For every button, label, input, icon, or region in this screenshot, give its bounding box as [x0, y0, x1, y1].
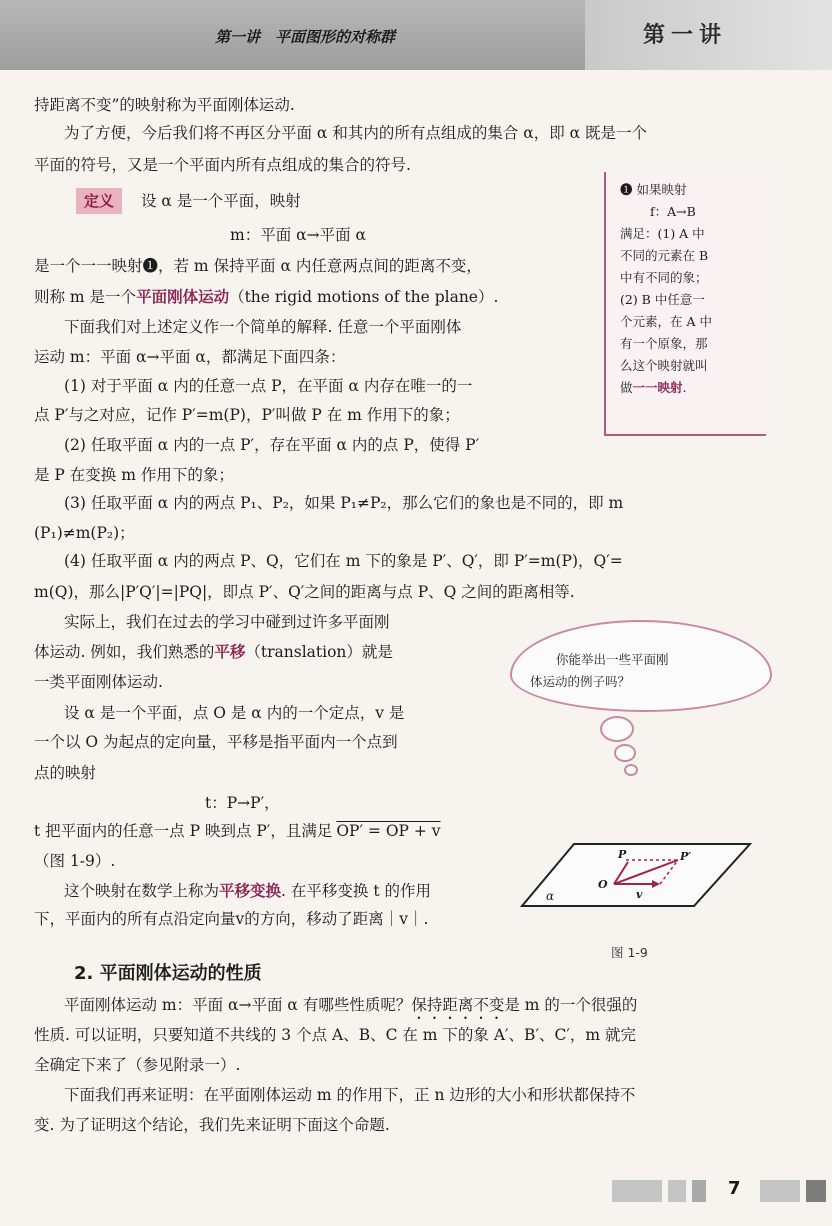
- running-title: 第一讲 平面图形的对称群: [215, 28, 396, 46]
- sidenote-line: 有一个原象，那: [620, 336, 708, 351]
- text-line: 运动 m：平面 α→平面 α，都满足下面四条：: [34, 348, 346, 366]
- text-line: 点的映射: [34, 764, 97, 782]
- sidenote-line: ❶ 如果映射: [620, 182, 687, 197]
- footer-bar: [806, 1180, 826, 1202]
- page-number: 7: [728, 1178, 741, 1199]
- text-line: 一类平面刚体运动.: [34, 673, 163, 691]
- text-line: 设 α 是一个平面，点 O 是 α 内的一个定点，v 是: [64, 704, 405, 722]
- text-line: 下面我们对上述定义作一个简单的解释. 任意一个平面刚体: [64, 318, 462, 336]
- footer-bar: [692, 1180, 706, 1202]
- bubble-line: 你能举出一些平面刚: [556, 652, 669, 667]
- text-line: 下，平面内的所有点沿定向量v的方向，移动了距离｜v｜.: [34, 910, 429, 928]
- sidenote-line: 中有不同的象；: [620, 270, 708, 285]
- keyword: 平面刚体运动: [136, 287, 230, 306]
- chapter-tab: [585, 0, 832, 70]
- text-span: 这个映射在数学上称为: [64, 882, 220, 900]
- label-P: P: [618, 848, 627, 861]
- text-line: 平面的符号，又是一个平面内所有点组成的集合的符号.: [34, 156, 411, 174]
- formula-line: m：平面 α→平面 α: [230, 226, 366, 244]
- label-Pprime: P′: [680, 850, 692, 863]
- sidenote-line: 个元素，在 A 中: [620, 314, 712, 329]
- text-line: 一个以 O 为起点的定向量，平移是指平面内一个点到: [34, 733, 398, 751]
- text-line: [34, 820, 441, 842]
- footer-bar: [760, 1180, 800, 1202]
- bubble-line: 体运动的例子吗？: [530, 674, 631, 689]
- text-line: [64, 880, 431, 902]
- sidenote-box: [604, 172, 766, 436]
- bubble-tail: [614, 744, 636, 762]
- keyword: 一一映射: [632, 380, 683, 395]
- keyword: 平移: [214, 642, 246, 661]
- footer-bar: [612, 1180, 662, 1202]
- text-line: （图 1-9）.: [34, 852, 116, 870]
- definition-line: [76, 188, 301, 214]
- vector-equation: OP′ = OP + v: [336, 822, 441, 840]
- text-span: （the rigid motions of the plane）.: [229, 288, 499, 306]
- text-span: t 把平面内的任意一点 P 映到点 P′，且满足: [34, 822, 333, 840]
- sidenote-line: (2) B 中任意一: [620, 292, 705, 307]
- text-span: 做: [620, 380, 633, 395]
- sidenote-line: f：A→B: [650, 204, 696, 219]
- text-span: . 在平移变换 t 的作用: [281, 882, 431, 900]
- text-line: (3) 任取平面 α 内的两点 P₁、P₂，如果 P₁≠P₂，那么它们的象也是不同的，即 m: [64, 494, 624, 512]
- formula-line: t：P→P′，: [205, 794, 280, 812]
- keyword: 平移变换: [219, 881, 282, 900]
- bubble-tail: [624, 764, 638, 776]
- text-span: .: [682, 380, 687, 395]
- section-title: 2. 平面刚体运动的性质: [74, 963, 262, 984]
- text-line: [34, 641, 393, 663]
- text-line: 为了方便，今后我们将不再区分平面 α 和其内的所有点组成的集合 α，即 α 既是一个: [64, 124, 648, 142]
- text-span: 设 α 是一个平面，映射: [140, 192, 301, 210]
- sidenote-line: 满足：(1) A 中: [620, 226, 705, 241]
- text-line: (2) 任取平面 α 内的一点 P′，存在平面 α 内的点 P，使得 P′: [64, 436, 480, 454]
- text-line: (1) 对于平面 α 内的任意一点 P，在平面 α 内存在唯一的一: [64, 377, 473, 395]
- text-span: 平面刚体运动 m：平面 α→平面 α 有哪些性质呢？: [64, 996, 412, 1014]
- text-span: 是 m 的一个很强的: [504, 996, 638, 1014]
- bubble-tail: [600, 716, 634, 742]
- sidenote-line: [620, 378, 687, 398]
- text-line: (P₁)≠m(P₂)；: [34, 524, 135, 542]
- emphasis-text: 保持距离不变: [411, 996, 505, 1014]
- text-line: 是一个一一映射❶，若 m 保持平面 α 内任意两点间的距离不变，: [34, 257, 482, 275]
- text-span: 则称 m 是一个: [34, 288, 137, 306]
- figure-1-9: [518, 842, 754, 912]
- label-v: v: [636, 888, 643, 901]
- page-header: [0, 0, 832, 70]
- label-O: O: [598, 878, 608, 891]
- sidenote-line: 么这个映射就叫: [620, 358, 708, 373]
- text-line: [64, 994, 637, 1023]
- chapter-tab-label: 第一讲: [643, 22, 728, 48]
- footer-bar: [668, 1180, 686, 1202]
- text-line: 点 P′与之对应，记作 P′=m(P)，P′叫做 P 在 m 作用下的象；: [34, 406, 460, 424]
- text-line: 持距离不变”的映射称为平面刚体运动.: [34, 96, 295, 114]
- label-alpha: α: [546, 889, 555, 903]
- text-line: 变. 为了证明这个结论，我们先来证明下面这个命题.: [34, 1116, 390, 1134]
- text-line: [34, 286, 498, 308]
- thought-bubble: [510, 620, 772, 712]
- text-line: 实际上，我们在过去的学习中碰到过许多平面刚: [64, 613, 390, 631]
- text-span: （translation）就是: [245, 643, 393, 661]
- text-line: (4) 任取平面 α 内的两点 P、Q，它们在 m 下的象是 P′、Q′，即 P′=m(P)，Q′=: [64, 552, 623, 570]
- text-span: 体运动. 例如，我们熟悉的: [34, 643, 215, 661]
- definition-label: 定义: [76, 188, 122, 214]
- figure-caption: 图 1-9: [611, 945, 648, 960]
- text-line: m(Q)，那么|P′Q′|=|PQ|，即点 P′、Q′之间的距离与点 P、Q 之间的距离相等.: [34, 583, 575, 601]
- text-line: 性质. 可以证明，只要知道不共线的 3 个点 A、B、C 在 m 下的象 A′、B′、C′，m 就完: [34, 1026, 636, 1044]
- sidenote-line: 不同的元素在 B: [620, 248, 709, 263]
- text-line: 是 P 在变换 m 作用下的象；: [34, 466, 234, 484]
- text-line: 全确定下来了（参见附录一）.: [34, 1056, 241, 1074]
- text-line: 下面我们再来证明：在平面刚体运动 m 的作用下，正 n 边形的大小和形状都保持不: [64, 1086, 636, 1104]
